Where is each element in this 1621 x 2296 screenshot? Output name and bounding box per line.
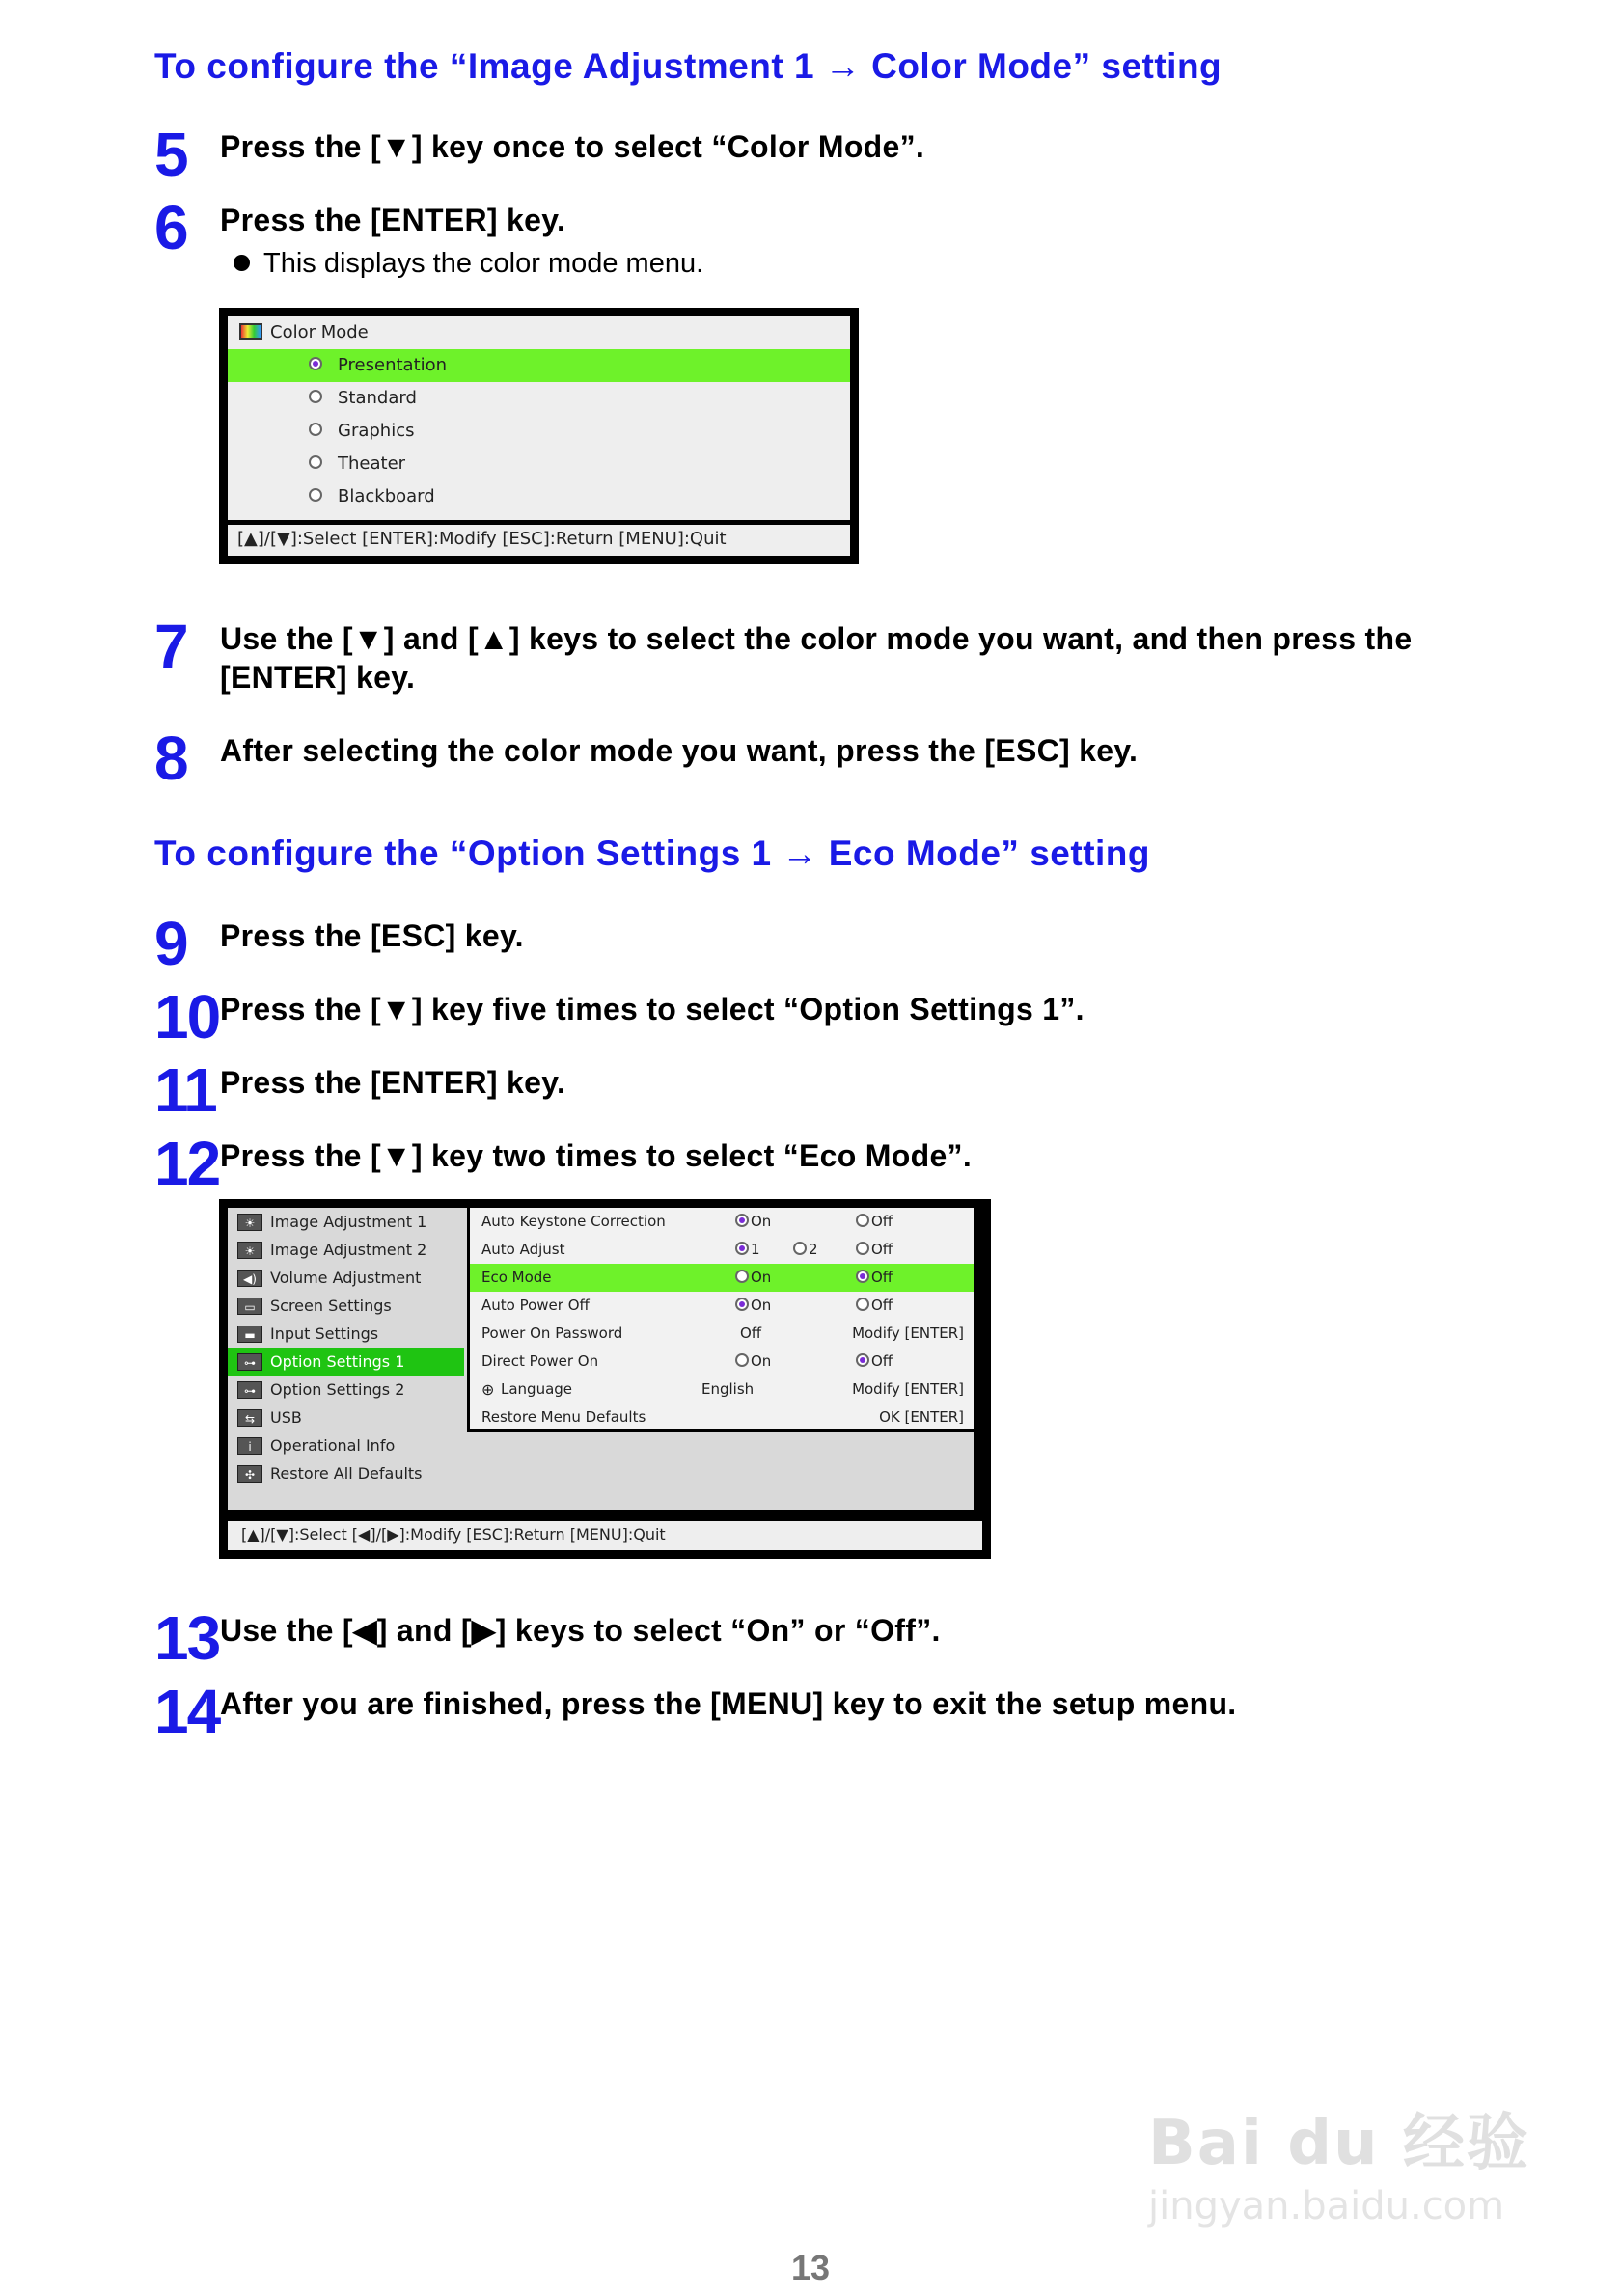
- radio-empty-icon: [856, 1298, 869, 1311]
- setting-label: Restore Menu Defaults: [481, 1408, 646, 1426]
- step-number: 13: [154, 1603, 220, 1673]
- step-text: Use the [◀] and [▶] keys to select “On” or “Off”.: [220, 1613, 941, 1648]
- speaker-icon: ◀): [237, 1270, 262, 1287]
- color-mode-option[interactable]: [228, 415, 850, 448]
- watermark-brand: Bai du 经验: [1148, 2108, 1530, 2179]
- setting-value-c3[interactable]: [856, 1264, 893, 1292]
- step-text: Press the [▼] key five times to select “Option Settings 1”.: [220, 992, 1085, 1026]
- color-mode-option-label: Presentation: [338, 355, 448, 375]
- setting-label: Auto Adjust: [481, 1241, 565, 1258]
- category-item[interactable]: [228, 1460, 464, 1488]
- setting-value-c1[interactable]: [735, 1292, 771, 1320]
- color-mode-option[interactable]: [228, 480, 850, 513]
- category-label: USB: [270, 1408, 302, 1427]
- setting-row[interactable]: [470, 1236, 974, 1264]
- step-number: 9: [154, 909, 187, 978]
- setting-value-c1[interactable]: [735, 1208, 771, 1236]
- setting-value-c3: [879, 1404, 964, 1432]
- step-text: Press the [▼] key two times to select “Eco Mode”.: [220, 1138, 973, 1173]
- footer-key-help: [▲]/[▼]:Select [ENTER]:Modify [ESC]:Return [MENU]:Quit: [237, 529, 727, 549]
- setting-value-text: On: [751, 1353, 772, 1370]
- radio-empty-icon: [309, 455, 322, 469]
- category-item[interactable]: [228, 1236, 464, 1264]
- globe-icon: ⊕: [481, 1380, 495, 1399]
- setting-value-text: On: [751, 1213, 772, 1230]
- setup-menu-settings-panel: [467, 1208, 974, 1432]
- setting-row[interactable]: [470, 1404, 974, 1432]
- setting-row[interactable]: [470, 1348, 974, 1376]
- step-text: After you are finished, press the [MENU] key to exit the setup menu.: [220, 1686, 1237, 1721]
- setting-value-text: Off: [740, 1325, 762, 1342]
- bullet-dot-icon: [234, 255, 250, 271]
- color-mode-option[interactable]: [228, 448, 850, 480]
- setting-value-text: Modify [ENTER]: [852, 1325, 964, 1342]
- color-mode-option-label: Theater: [338, 453, 406, 474]
- step-text: Use the [▼] and [▲] keys to select the color mode you want, and then press the [ENTER] key.: [220, 621, 1413, 695]
- color-mode-menu-screenshot: [219, 308, 859, 564]
- color-mode-option-label: Blackboard: [338, 486, 435, 506]
- category-label: Image Adjustment 2: [270, 1241, 427, 1259]
- step-number: 12: [154, 1129, 220, 1198]
- radio-selected-icon: [856, 1353, 869, 1367]
- category-label: Option Settings 1: [270, 1353, 405, 1371]
- radio-empty-icon: [793, 1242, 807, 1255]
- section-heading-color-mode: To configure the “Image Adjustment 1 → Color Mode” setting: [154, 46, 1223, 86]
- watermark-url: jingyan.baidu.com: [1148, 2184, 1505, 2228]
- sun-icon: ☀: [237, 1214, 262, 1231]
- step-number: 14: [154, 1677, 220, 1746]
- radio-empty-icon: [735, 1270, 749, 1283]
- step-number: 5: [154, 120, 187, 189]
- option-icon: ⊶: [237, 1381, 262, 1399]
- setting-value-text: On: [751, 1297, 772, 1314]
- category-item[interactable]: [228, 1292, 464, 1320]
- setting-label: Language: [501, 1380, 573, 1398]
- radio-selected-icon: [735, 1298, 749, 1311]
- color-mode-menu-panel: [228, 316, 850, 520]
- category-label: Screen Settings: [270, 1297, 392, 1315]
- setting-value-c1: [740, 1320, 761, 1348]
- radio-empty-icon: [309, 390, 322, 403]
- setting-label: Auto Power Off: [481, 1297, 590, 1314]
- setting-value-c2[interactable]: [793, 1236, 818, 1264]
- category-item[interactable]: [228, 1208, 464, 1236]
- page-number: 13: [790, 2248, 831, 2287]
- setting-value-text: Off: [871, 1241, 893, 1258]
- setting-value-c1[interactable]: [735, 1264, 771, 1292]
- step-number: 6: [154, 193, 187, 262]
- baidu-watermark: [1148, 2093, 1530, 2228]
- color-mode-title: Color Mode: [270, 322, 369, 342]
- category-label: Volume Adjustment: [270, 1269, 422, 1287]
- radio-empty-icon: [309, 423, 322, 436]
- setting-value-text: OK [ENTER]: [879, 1408, 964, 1426]
- bullet-text: This displays the color mode menu.: [263, 248, 704, 279]
- color-mode-option-label: Standard: [338, 388, 417, 408]
- radio-empty-icon: [856, 1242, 869, 1255]
- screen-icon: ▭: [237, 1298, 262, 1315]
- setting-value-text: On: [751, 1269, 772, 1286]
- setting-value-text: 2: [809, 1241, 818, 1258]
- color-mode-title-row: [228, 316, 850, 349]
- category-label: Input Settings: [270, 1325, 379, 1343]
- category-label: Image Adjustment 1: [270, 1213, 427, 1231]
- setting-value-text: Off: [871, 1269, 893, 1286]
- setting-value-text: 1: [751, 1241, 760, 1258]
- color-mode-option[interactable]: [228, 382, 850, 415]
- setting-value-c3: [852, 1376, 964, 1404]
- step-number: 7: [154, 612, 187, 681]
- radio-selected-icon: [735, 1242, 749, 1255]
- setting-label: Eco Mode: [481, 1269, 552, 1286]
- step-text: Press the [ENTER] key.: [220, 203, 566, 237]
- radio-selected-icon: [856, 1270, 869, 1283]
- category-item[interactable]: [228, 1404, 464, 1432]
- category-item[interactable]: [228, 1320, 464, 1348]
- category-item[interactable]: [228, 1432, 464, 1460]
- usb-icon: ⇆: [237, 1409, 262, 1427]
- color-mode-footer: [225, 522, 853, 559]
- setting-value-text: English: [701, 1380, 755, 1398]
- category-item[interactable]: [228, 1264, 464, 1292]
- setting-value-text: Off: [871, 1297, 893, 1314]
- step-text: Press the [ENTER] key.: [220, 1065, 566, 1100]
- setup-menu-screenshot: [219, 1199, 991, 1559]
- color-mode-option-label: Graphics: [338, 421, 415, 441]
- option-icon: ⊶: [237, 1353, 262, 1371]
- setting-label: Auto Keystone Correction: [481, 1213, 666, 1230]
- setting-row[interactable]: [470, 1208, 974, 1236]
- radio-empty-icon: [309, 488, 322, 502]
- setting-value-c1[interactable]: [735, 1348, 771, 1376]
- setting-value-c1[interactable]: [735, 1236, 760, 1264]
- setting-value-c3[interactable]: [856, 1236, 893, 1264]
- setting-value-text: Off: [871, 1213, 893, 1230]
- info-icon: i: [237, 1437, 262, 1455]
- category-label: Restore All Defaults: [270, 1464, 423, 1483]
- step-number: 11: [154, 1055, 216, 1125]
- radio-empty-icon: [856, 1214, 869, 1227]
- input-icon: ▬: [237, 1326, 262, 1343]
- setting-value-c3[interactable]: [856, 1208, 893, 1236]
- category-label: Operational Info: [270, 1436, 396, 1455]
- step-text: Press the [ESC] key.: [220, 918, 524, 953]
- radio-selected-icon: [735, 1214, 749, 1227]
- footer-key-help: [▲]/[▼]:Select [◀]/[▶]:Modify [ESC]:Return [MENU]:Quit: [241, 1525, 666, 1544]
- setting-value-c3[interactable]: [856, 1292, 893, 1320]
- setting-value-text: Modify [ENTER]: [852, 1380, 964, 1398]
- color-mode-option[interactable]: [228, 349, 850, 382]
- color-mode-icon: [239, 323, 262, 340]
- setting-row[interactable]: [470, 1376, 974, 1404]
- category-label: Option Settings 2: [270, 1380, 405, 1399]
- setting-label: Direct Power On: [481, 1353, 599, 1370]
- setting-row[interactable]: [470, 1320, 974, 1348]
- step-bullet: [234, 247, 703, 280]
- setting-value-c3: [852, 1320, 964, 1348]
- setting-row[interactable]: [470, 1292, 974, 1320]
- category-item[interactable]: [228, 1376, 464, 1404]
- radio-empty-icon: [735, 1353, 749, 1367]
- setup-menu-footer: [225, 1518, 985, 1553]
- setting-value-text: Off: [871, 1353, 893, 1370]
- setting-label: Power On Password: [481, 1325, 623, 1342]
- step-number: 10: [154, 982, 220, 1052]
- category-item-selected[interactable]: [228, 1348, 464, 1376]
- sun-icon: ☀: [237, 1242, 262, 1259]
- section-heading-eco-mode: To configure the “Option Settings 1 → Eco Mode” setting: [154, 834, 1150, 873]
- setting-row[interactable]: [470, 1264, 974, 1292]
- setting-value-c3[interactable]: [856, 1348, 893, 1376]
- setting-value-c1: [701, 1376, 754, 1404]
- radio-selected-icon: [309, 357, 322, 370]
- step-text: After selecting the color mode you want, press the [ESC] key.: [220, 733, 1139, 768]
- restore-icon: ✣: [237, 1465, 262, 1483]
- step-text: Press the [▼] key once to select “Color Mode”.: [220, 129, 925, 164]
- step-number: 8: [154, 724, 187, 793]
